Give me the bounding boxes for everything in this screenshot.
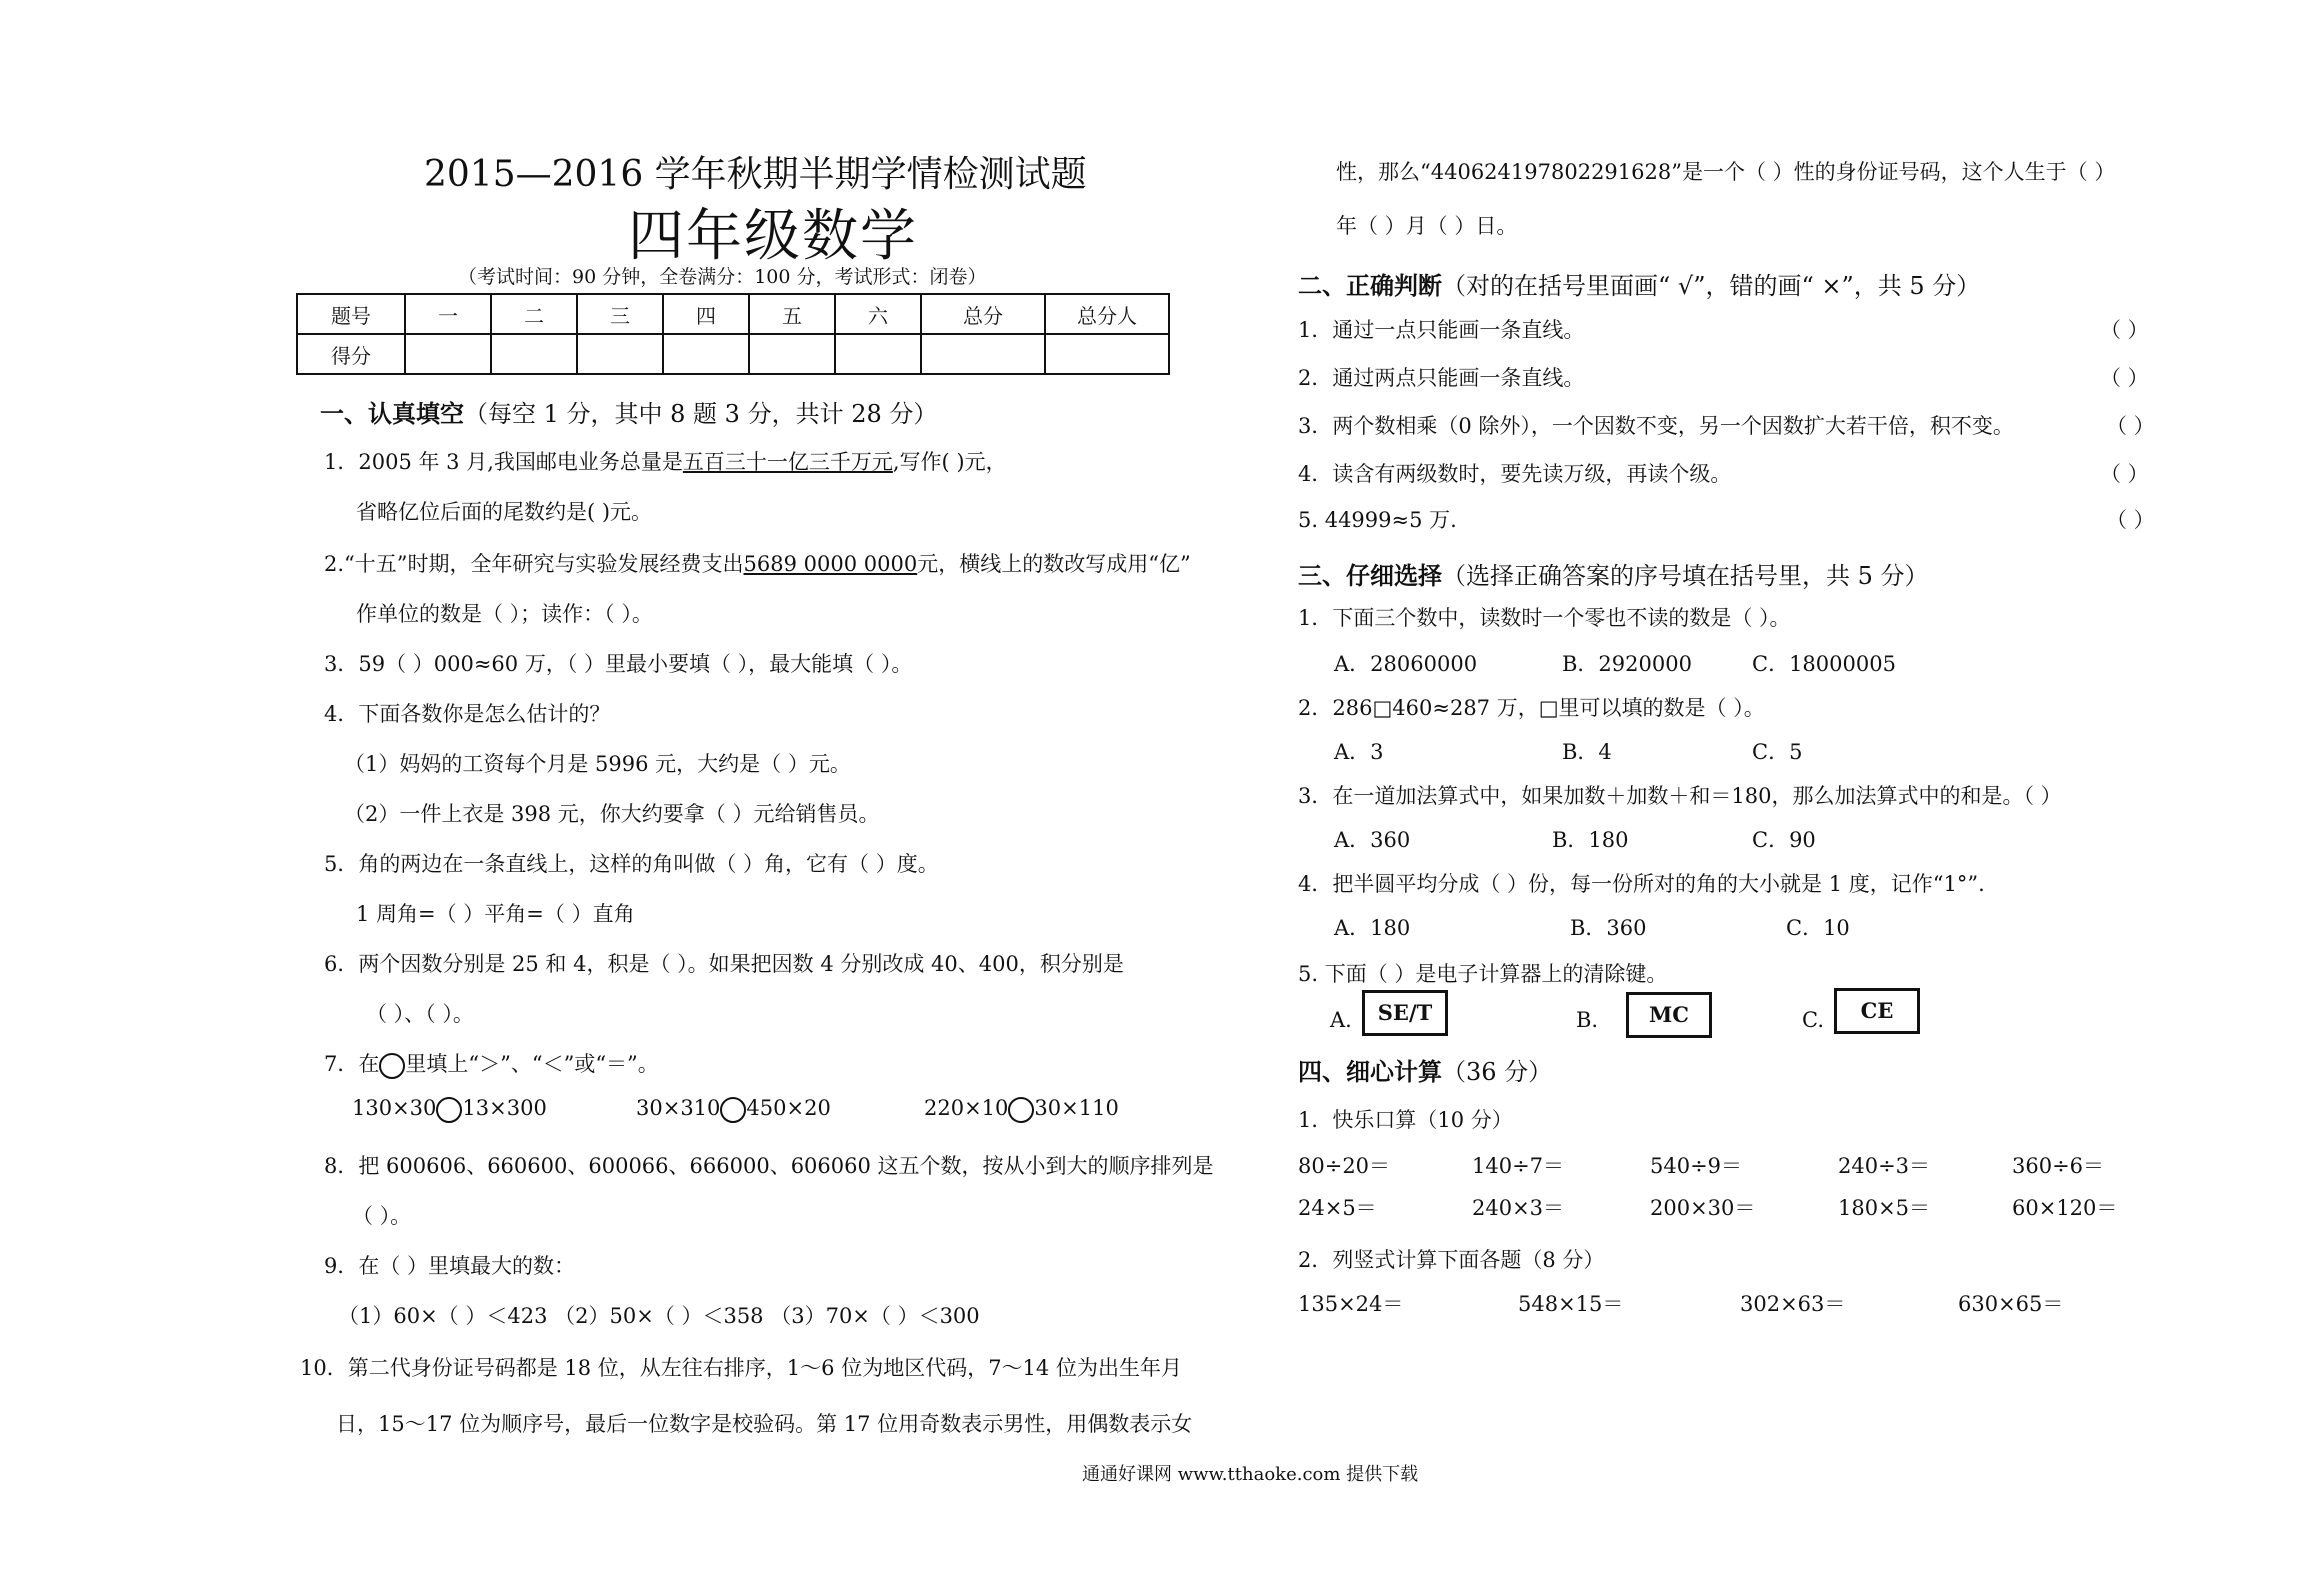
question-4: 4．下面各数你是怎么估计的？ <box>324 702 611 726</box>
section-head: 一、认真填空 <box>320 399 464 428</box>
choice-question-2: 2．286□460≈287 万，□里可以填的数是（ ）。 <box>1298 696 1765 720</box>
oral-calc-item: 240×3＝ <box>1472 1196 1565 1220</box>
written-calc-item: 302×63＝ <box>1740 1292 1846 1316</box>
choice-option[interactable]: B．180 <box>1552 828 1629 852</box>
q7-right: 450×20 <box>746 1096 831 1120</box>
choice-option[interactable]: C．18000005 <box>1752 652 1896 676</box>
score-cell: 得分 <box>297 334 405 374</box>
oral-calc-item: 60×120＝ <box>2012 1196 2118 1220</box>
q7-left: 220×10 <box>924 1096 1009 1120</box>
section-1-heading <box>320 394 937 429</box>
written-calc-item: 630×65＝ <box>1958 1292 2064 1316</box>
written-calc-item: 135×24＝ <box>1298 1292 1404 1316</box>
exam-info: （考试时间：90 分钟，全卷满分：100 分，考试形式：闭卷） <box>458 266 987 288</box>
choice-letter: A. <box>1330 1008 1352 1032</box>
q-text: ,写作( )元， <box>892 450 1007 474</box>
judge-item-1: 1．通过一点只能画一条直线。 <box>1298 318 1585 342</box>
q-text: 1．2005 年 3 月,我国邮电业务总量是 <box>324 450 683 474</box>
oral-calc-item: 180×5＝ <box>1838 1196 1931 1220</box>
judge-answer-paren[interactable]: （ ） <box>2100 318 2149 342</box>
calculator-key-button[interactable]: SE/T <box>1362 990 1448 1036</box>
score-header-row <box>297 294 1169 334</box>
choice-question-1: 1．下面三个数中，读数时一个零也不读的数是（ ）。 <box>1298 606 1791 630</box>
oral-calc-item: 140÷7＝ <box>1472 1154 1565 1178</box>
choice-option[interactable]: B．4 <box>1562 740 1612 764</box>
score-input-cell[interactable] <box>405 334 491 374</box>
score-cell: 总分人 <box>1045 294 1169 334</box>
choice-letter: C. <box>1802 1008 1824 1032</box>
question-1-line-2: 省略亿位后面的尾数约是( )元。 <box>356 500 653 524</box>
question-10-line-4: 年（ ）月（ ）日。 <box>1336 214 1518 238</box>
score-cell: 题号 <box>297 294 405 334</box>
oral-calc-item: 240÷3＝ <box>1838 1154 1931 1178</box>
choice-question-3: 3．在一道加法算式中，如果加数＋加数＋和＝180，那么加法算式中的和是。（ ） <box>1298 784 2062 808</box>
q-text: 7．在 <box>324 1052 380 1076</box>
judge-item-4: 4．读含有两级数时，要先读万级，再读个级。 <box>1298 462 1732 486</box>
score-cell: 一 <box>405 294 491 334</box>
score-input-cell[interactable] <box>749 334 835 374</box>
question-2-line-1 <box>324 550 1191 578</box>
score-cell: 四 <box>663 294 749 334</box>
question-6-line-2: （ ）、（ ）。 <box>366 1002 474 1026</box>
q-text: 元，横线上的数改写成用“亿” <box>917 552 1191 576</box>
question-10-line-2: 日，15～17 位为顺序号，最后一位数字是校验码。第 17 位用奇数表示男性，用偶数表示女 <box>336 1412 1193 1436</box>
question-3: 3．59（ ）000≈60 万，（ ）里最小要填（ ），最大能填（ ）。 <box>324 652 913 676</box>
oral-calc-item: 24×5＝ <box>1298 1196 1377 1220</box>
question-10-line-1: 10．第二代身份证号码都是 18 位，从左往右排序，1～6 位为地区代码，7～14 位为出生年月 <box>300 1356 1182 1380</box>
page-footer: 通通好课网 www.tthaoke.com 提供下载 <box>1082 1464 1419 1485</box>
section-note: （选择正确答案的序号填在括号里，共 5 分） <box>1442 562 1929 590</box>
section-3-heading <box>1298 556 1929 591</box>
oral-calc-item: 80÷20＝ <box>1298 1154 1391 1178</box>
oral-calc-item: 200×30＝ <box>1650 1196 1756 1220</box>
compare-circle-icon[interactable] <box>720 1097 746 1123</box>
question-5-line-2: 1 周角=（ ）平角=（ ）直角 <box>356 902 635 926</box>
q7-left: 130×30 <box>352 1096 437 1120</box>
score-cell: 五 <box>749 294 835 334</box>
choice-option[interactable]: A．28060000 <box>1334 652 1478 676</box>
question-10-line-3: 性，那么“440624197802291628”是一个（ ）性的身份证号码，这个人生于（ ） <box>1336 160 2116 184</box>
calc-part-2: 2．列竖式计算下面各题（8 分） <box>1298 1248 1605 1272</box>
score-cell: 总分 <box>921 294 1045 334</box>
score-input-cell[interactable] <box>663 334 749 374</box>
choice-option[interactable]: C．90 <box>1752 828 1816 852</box>
choice-letter: B. <box>1576 1008 1599 1032</box>
question-7-item-1 <box>352 1094 547 1123</box>
choice-option[interactable]: A．3 <box>1334 740 1384 764</box>
oral-calc-item: 360÷6＝ <box>2012 1154 2105 1178</box>
judge-item-2: 2．通过两点只能画一条直线。 <box>1298 366 1585 390</box>
score-cell: 六 <box>835 294 921 334</box>
section-2-heading <box>1298 266 1980 301</box>
choice-question-5: 5. 下面（ ）是电子计算器上的清除键。 <box>1298 962 1668 986</box>
score-row <box>297 334 1169 374</box>
section-note: （36 分） <box>1442 1058 1553 1086</box>
question-1-line-1 <box>324 448 1007 476</box>
question-2-line-2: 作单位的数是（ ）；读作：（ ）。 <box>356 602 653 626</box>
question-5-line-1: 5．角的两边在一条直线上，这样的角叫做（ ）角，它有（ ）度。 <box>324 852 939 876</box>
compare-circle-icon[interactable] <box>1008 1097 1034 1123</box>
section-head: 二、正确判断 <box>1298 271 1442 300</box>
choice-option[interactable]: A．360 <box>1334 828 1411 852</box>
score-input-cell[interactable] <box>491 334 577 374</box>
q-text: 2.“十五”时期，全年研究与实验发展经费支出 <box>324 552 744 576</box>
judge-answer-paren[interactable]: （ ） <box>2100 462 2149 486</box>
judge-item-5: 5. 44999≈5 万. <box>1298 508 1457 532</box>
judge-item-3: 3．两个数相乘（0 除外），一个因数不变，另一个因数扩大若干倍，积不变。 <box>1298 414 2014 438</box>
question-9-items: （1）60×（ ）＜423 （2）50×（ ）＜358 （3）70×（ ）＜300 <box>338 1304 980 1328</box>
q-text: 里填上“＞”、“＜”或“＝”。 <box>405 1052 659 1076</box>
score-input-cell[interactable] <box>1045 334 1169 374</box>
score-input-cell[interactable] <box>921 334 1045 374</box>
score-table <box>296 293 1170 375</box>
judge-answer-paren[interactable]: （ ） <box>2100 366 2149 390</box>
q-underlined: 五百三十一亿三千万元 <box>682 450 893 474</box>
calculator-key-button[interactable]: MC <box>1626 992 1712 1038</box>
q7-right: 13×300 <box>462 1096 547 1120</box>
circle-icon <box>379 1053 405 1079</box>
score-cell: 二 <box>491 294 577 334</box>
section-note: （每空 1 分，其中 8 题 3 分，共计 28 分） <box>464 400 938 428</box>
exam-subtitle: 四年级数学 <box>628 204 918 269</box>
q7-right: 30×110 <box>1034 1096 1119 1120</box>
question-4-1: （1）妈妈的工资每个月是 5996 元，大约是（ ）元。 <box>344 752 851 776</box>
choice-option[interactable]: B．360 <box>1570 916 1647 940</box>
exam-title: 2015—2016 学年秋期半期学情检测试题 <box>424 154 1087 195</box>
question-8-line-1: 8．把 600606、660600、600066、666000、606060 这五个数，按从小到大的顺序排列是 <box>324 1154 1214 1178</box>
question-6-line-1: 6．两个因数分别是 25 和 4，积是（ ）。如果把因数 4 分别改成 40、400，积分别是 <box>324 952 1124 976</box>
calc-part-1: 1．快乐口算（10 分） <box>1298 1108 1513 1132</box>
question-8-line-2: （ ）。 <box>352 1204 412 1228</box>
section-head: 三、仔细选择 <box>1298 561 1442 590</box>
choice-option[interactable]: C．10 <box>1786 916 1850 940</box>
choice-option[interactable]: C．5 <box>1752 740 1803 764</box>
choice-option[interactable]: A．180 <box>1334 916 1411 940</box>
calculator-key-button[interactable]: CE <box>1834 988 1920 1034</box>
question-7-item-2 <box>636 1094 831 1123</box>
score-cell: 三 <box>577 294 663 334</box>
choice-option[interactable]: B．2920000 <box>1562 652 1692 676</box>
section-head: 四、细心计算 <box>1298 1057 1442 1086</box>
score-input-cell[interactable] <box>835 334 921 374</box>
question-9: 9．在（ ）里填最大的数： <box>324 1254 576 1278</box>
compare-circle-icon[interactable] <box>436 1097 462 1123</box>
judge-answer-paren[interactable]: （ ） <box>2106 414 2155 438</box>
question-7 <box>324 1050 659 1079</box>
section-4-heading <box>1298 1052 1552 1087</box>
judge-answer-paren[interactable]: （ ） <box>2106 508 2155 532</box>
written-calc-item: 548×15＝ <box>1518 1292 1624 1316</box>
choice-question-4: 4．把半圆平均分成（ ）份，每一份所对的角的大小就是 1 度，记作“1°”. <box>1298 872 1985 896</box>
oral-calc-item: 540÷9＝ <box>1650 1154 1743 1178</box>
question-4-2: （2）一件上衣是 398 元，你大约要拿（ ）元给销售员。 <box>344 802 880 826</box>
question-7-item-3 <box>924 1094 1119 1123</box>
q-underlined: 5689 0000 0000 <box>743 552 918 576</box>
score-input-cell[interactable] <box>577 334 663 374</box>
q7-left: 30×310 <box>636 1096 721 1120</box>
section-note: （对的在括号里面画“ √”，错的画“ ×”，共 5 分） <box>1442 272 1981 300</box>
